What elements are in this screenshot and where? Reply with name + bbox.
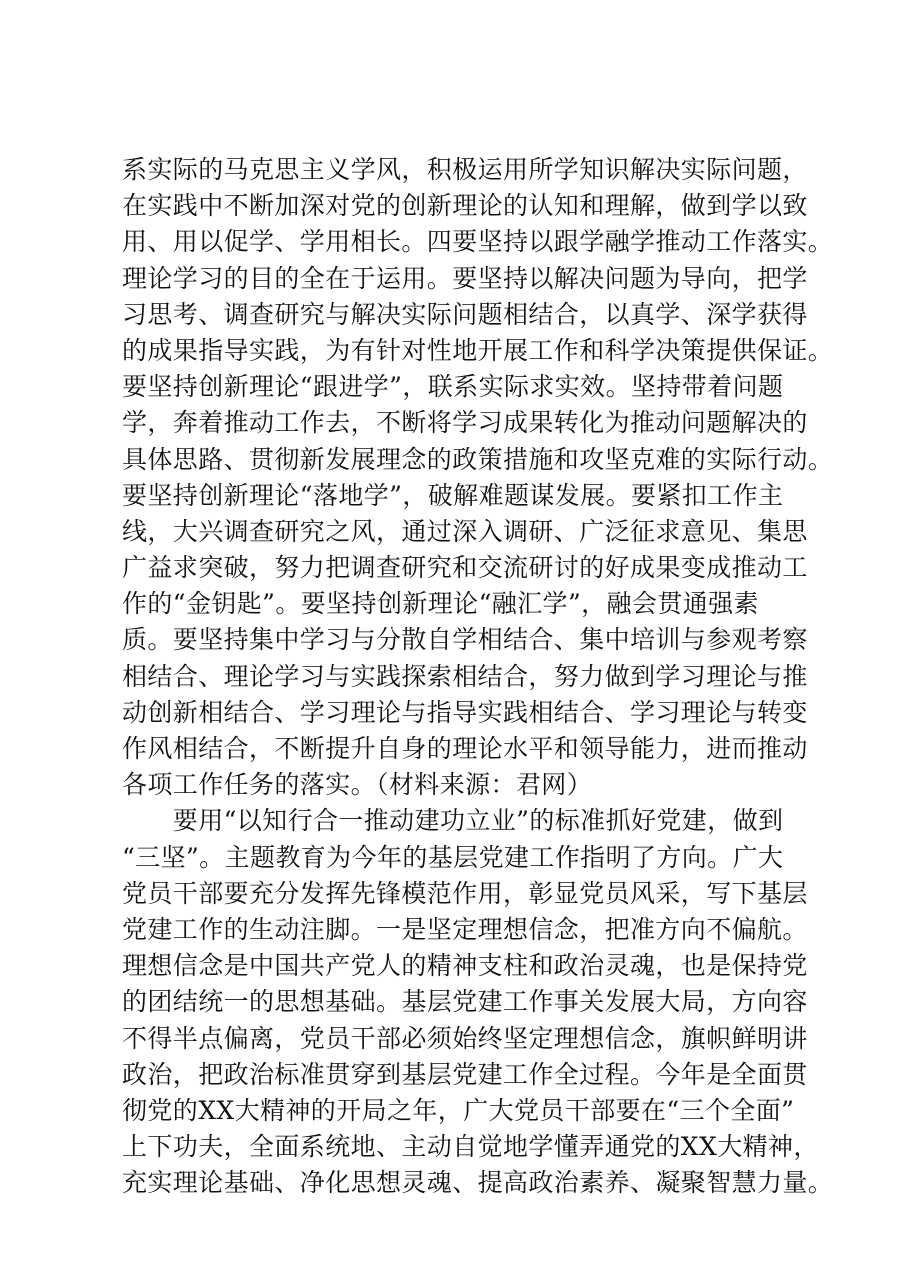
text-line: 作风相结合，不断提升自身的理论水平和领导能力，进而推动 bbox=[122, 734, 808, 763]
text-line: 政治，把政治标准贯穿到基层党建工作全过程。今年是全面贯 bbox=[122, 1059, 808, 1089]
text-line: 上下功夫，全面系统地、主动自觉地学懂弄通党的XX大精神， bbox=[122, 1132, 819, 1162]
text-line: 习思考、调查研究与解决实际问题相结合，以真学、深学获得 bbox=[122, 299, 808, 329]
text-line: 的成果指导实践，为有针对性地开展工作和科学决策提供保证。 bbox=[122, 335, 834, 365]
text-line: 不得半点偏离，党员干部必须始终坚定理想信念，旗帜鲜明讲 bbox=[122, 1023, 808, 1053]
text-line: 线，大兴调查研究之风，通过深入调研、广泛征求意见、集思 bbox=[122, 516, 808, 546]
paragraph-1 bbox=[122, 152, 834, 803]
text-line: 广益求突破，努力把调查研究和交流研讨的好成果变成推动工 bbox=[122, 553, 808, 583]
paragraph-2 bbox=[122, 803, 834, 1201]
text-line: 各项工作任务的落实。（材料来源：君网） bbox=[122, 770, 593, 800]
text-line: 具体思路、贯彻新发展理念的政策措施和攻坚克难的实际行动。 bbox=[122, 444, 834, 474]
text-line: 作的“金钥匙”。要坚持创新理论“融汇学”，融会贯通强素 bbox=[122, 589, 759, 619]
text-line: 在实践中不断加深对党的创新理论的认知和理解，做到学以致 bbox=[122, 191, 808, 221]
text-line: 动创新相结合、学习理论与指导实践相结合、学习理论与转变 bbox=[122, 697, 808, 727]
text-line: 质。要坚持集中学习与分散自学相结合、集中培训与参观考察 bbox=[122, 625, 808, 655]
text-line: 要坚持创新理论“跟进学”，联系实际求实效。坚持带着问题 bbox=[122, 372, 784, 402]
text-line: 党建工作的生动注脚。一是坚定理想信念，把准方向不偏航。 bbox=[122, 914, 808, 944]
text-line: 党员干部要充分发挥先锋模范作用，彰显党员风采，写下基层 bbox=[122, 878, 808, 908]
text-line: 用、用以促学、学用相长。四要坚持以跟学融学推动工作落实。 bbox=[122, 227, 834, 257]
text-line: 要坚持创新理论“落地学”，破解难题谋发展。要紧扣工作主 bbox=[122, 480, 784, 510]
text-line: 充实理论基础、净化思想灵魂、提高政治素养、凝聚智慧力量。 bbox=[122, 1168, 834, 1198]
text-line: 学，奔着推动工作去，不断将学习成果转化为推动问题解决的 bbox=[122, 408, 808, 438]
text-line: 要用“以知行合一推动建功立业”的标准抓好党建，做到 bbox=[122, 806, 784, 836]
text-line: 理想信念是中国共产党人的精神支柱和政治灵魂，也是保持党 bbox=[122, 951, 808, 981]
text-line: 的团结统一的思想基础。基层党建工作事关发展大局，方向容 bbox=[122, 987, 808, 1017]
text-line: 相结合、理论学习与实践探索相结合，努力做到学习理论与推 bbox=[122, 661, 808, 691]
text-line: 理论学习的目的全在于运用。要坚持以解决问题为导向，把学 bbox=[122, 263, 808, 293]
text-line: 系实际的马克思主义学风，积极运用所学知识解决实际问题， bbox=[122, 155, 808, 184]
document-body bbox=[122, 152, 834, 1201]
text-line: “三坚”。主题教育为今年的基层党建工作指明了方向。广大 bbox=[122, 842, 784, 872]
text-line: 彻党的XX大精神的开局之年，广大党员干部要在“三个全面” bbox=[122, 1095, 795, 1125]
